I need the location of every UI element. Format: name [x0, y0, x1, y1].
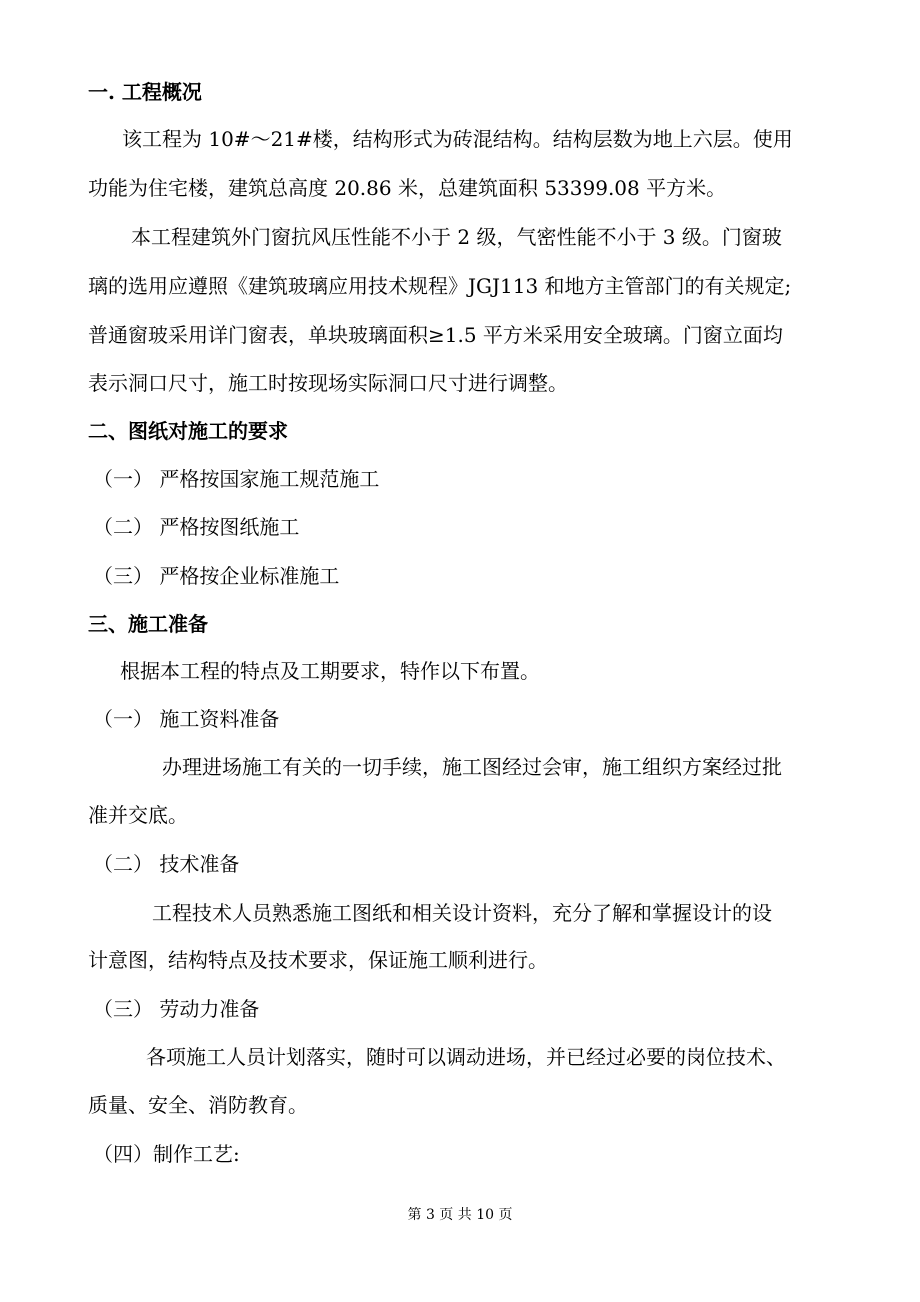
window-spec-paragraph-line: 本工程建筑外门窗抗风压性能不小于 2 级，气密性能不小于 3 级。门窗玻 — [131, 225, 782, 249]
window-spec-paragraph-line: 璃的选用应遵照《建筑玻璃应用技术规程》JGJ113 和地方主管部门的有关规定; — [88, 274, 792, 298]
documents-paragraph-line: 准并交底。 — [88, 803, 188, 827]
overview-paragraph-line: 功能为住宅楼，建筑总高度 20.86 米，总建筑面积 53399.08 平方米。 — [88, 176, 727, 200]
technical-paragraph-line: 计意图，结构特点及技术要求，保证施工顺利进行。 — [88, 948, 548, 972]
requirement-item: （二） 严格按图纸施工 — [93, 515, 300, 539]
subsection-title-process: （四）制作工艺: — [93, 1142, 240, 1166]
subsection-title-labor: （三） 劳动力准备 — [93, 997, 260, 1021]
overview-paragraph-line: 该工程为 10#～21#楼，结构形式为砖混结构。结构层数为地上六层。使用 — [122, 127, 793, 151]
section-heading-preparation: 三、施工准备 — [88, 612, 208, 636]
requirement-item: （一） 严格按国家施工规范施工 — [93, 467, 380, 491]
section-heading-overview: 一. 工程概况 — [88, 80, 202, 104]
subsection-title-technical: （二） 技术准备 — [93, 852, 240, 876]
window-spec-paragraph-line: 表示洞口尺寸，施工时按现场实际洞口尺寸进行调整。 — [88, 371, 568, 395]
preparation-intro: 根据本工程的特点及工期要求，特作以下布置。 — [120, 659, 540, 683]
section-heading-drawing-requirements: 二、图纸对施工的要求 — [88, 419, 288, 443]
labor-paragraph-line: 各项施工人员计划落实，随时可以调动进场，并已经过必要的岗位技术、 — [146, 1045, 786, 1069]
labor-paragraph-line: 质量、安全、消防教育。 — [88, 1093, 308, 1117]
subsection-title-documents: （一） 施工资料准备 — [93, 707, 280, 731]
window-spec-paragraph-line: 普通窗玻采用详门窗表，单块玻璃面积≥1.5 平方米采用安全玻璃。门窗立面均 — [88, 323, 783, 347]
documents-paragraph-line: 办理进场施工有关的一切手续，施工图经过会审，施工组织方案经过批 — [162, 755, 782, 779]
requirement-item: （三） 严格按企业标准施工 — [93, 564, 340, 588]
technical-paragraph-line: 工程技术人员熟悉施工图纸和相关设计资料，充分了解和掌握设计的设 — [152, 901, 772, 925]
page-number-footer: 第 3 页 共 10 页 — [407, 1207, 513, 1223]
